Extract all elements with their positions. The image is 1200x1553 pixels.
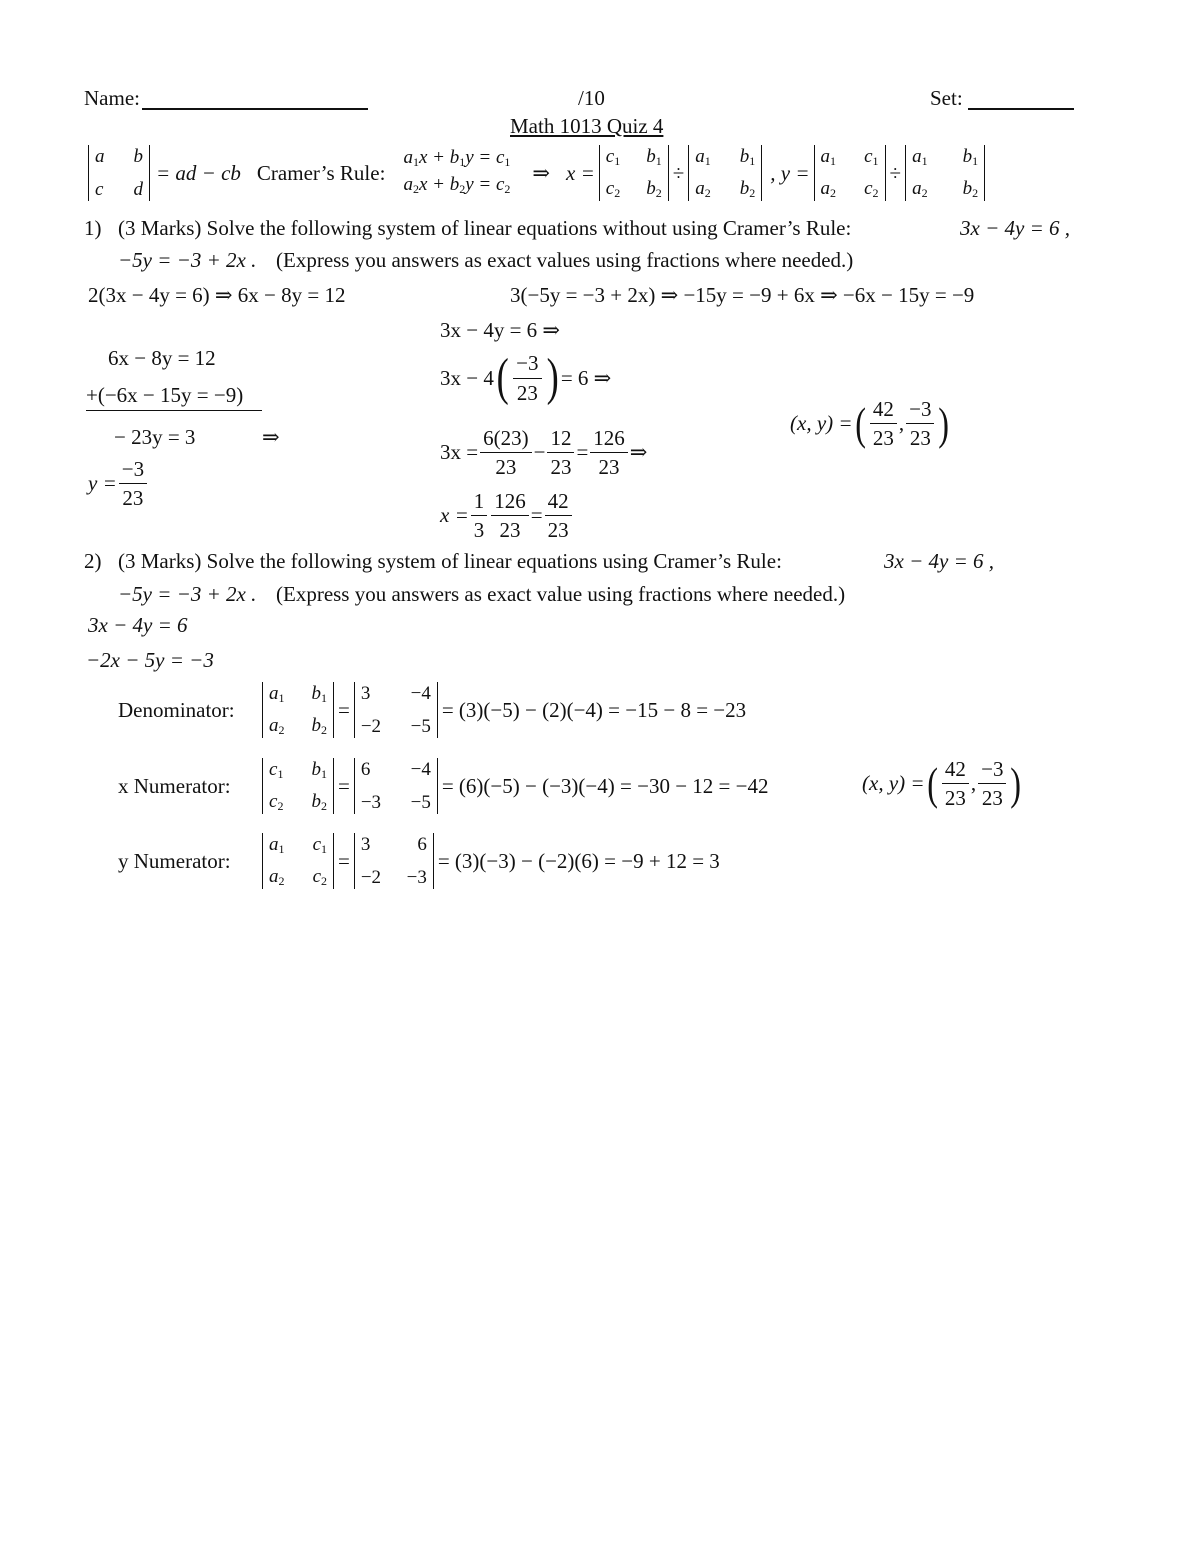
q1-sub-line4-f3-den: 23 bbox=[547, 518, 569, 543]
q2-sys2: −2x − 5y = −3 bbox=[86, 648, 214, 672]
quiz-title: Math 1013 Quiz 4 bbox=[510, 114, 664, 138]
q2-answer-x-den: 23 bbox=[944, 786, 966, 811]
q2-xnum-m12: −4 bbox=[410, 759, 431, 780]
x-equals: x = bbox=[566, 160, 595, 185]
q2-denominator-label: Denominator: bbox=[118, 697, 235, 722]
q1-add-line2: +(−6x − 15y = −9) bbox=[86, 383, 244, 407]
q1-sub-line2-num: −3 bbox=[513, 352, 541, 378]
q2-answer-y-num: −3 bbox=[978, 758, 1006, 784]
cramer-system: $a_1x + b_1y = c_1$ $a_2x + b_2y = c_2$ bbox=[403, 147, 511, 197]
q2-denominator-calc: = (3)(−5) − (2)(−4) = −15 − 8 = −23 bbox=[441, 697, 747, 722]
q1-y-result bbox=[88, 458, 149, 509]
q2-xnum-row: x Numerator: c1 b1 c2 b2 = 6 −4 −3 −5 = (6)(−5) − (−3)(−4) = −30 − 12 = −42 bbox=[118, 759, 769, 813]
q2-den-m22: −5 bbox=[410, 716, 431, 737]
q1-answer-x-den: 23 bbox=[872, 426, 894, 451]
q2-prompt: (3 Marks) Solve the following system of linear equations using Cramer’s Rule: bbox=[118, 549, 782, 573]
q1-sum-rule bbox=[86, 410, 262, 411]
q1-note: (Express you answers as exact values using fractions where needed.) bbox=[276, 248, 854, 272]
q1-y-num: −3 bbox=[119, 458, 147, 484]
q2-answer-y-den: 23 bbox=[981, 786, 1003, 811]
q1-sub-line3: 3x = $\frac{6(23)}{23}$ − $\frac{12}{23}$ = $\frac{126}{23}$ ⇒ bbox=[440, 426, 648, 480]
q2-answer: (x, y) = ( $\frac{42}{23}$ , $\frac{-3}{23}$ ) bbox=[862, 757, 1022, 811]
q2-ynum-m21: −2 bbox=[360, 867, 382, 888]
q2-eq1: 3x − 4y = 6 , bbox=[884, 549, 994, 573]
q2-den-m21: −2 bbox=[360, 716, 382, 737]
q1-prompt: (3 Marks) Solve the following system of linear equations without using Cramer’s Rule: bbox=[118, 216, 852, 240]
q1-sub-line3-pre: 3x = bbox=[440, 440, 479, 465]
cramer-label: Cramer’s Rule: bbox=[256, 160, 386, 185]
q2-ynum-calc: = (3)(−3) − (−2)(6) = −9 + 12 = 3 bbox=[437, 848, 720, 873]
set-blank[interactable] bbox=[968, 108, 1074, 110]
q1-step-a: 2(3x − 4y = 6) ⇒ 6x − 8y = 12 bbox=[88, 283, 346, 307]
q1-sub-line4-f1-den: 3 bbox=[473, 518, 485, 543]
q2-note: (Express you answers as exact value using fractions where needed.) bbox=[276, 582, 846, 606]
q2-xnum-m21: −3 bbox=[360, 792, 382, 813]
q1-answer-x-num: 42 bbox=[870, 398, 897, 424]
q1-answer-y-den: 23 bbox=[909, 426, 931, 451]
q1-add-line1: 6x − 8y = 12 bbox=[108, 346, 216, 370]
q2-sys1: 3x − 4y = 6 bbox=[88, 613, 188, 637]
name-label: Name: bbox=[84, 86, 140, 110]
q1-sub-line2: 3x − 4 ( $\frac{-3}{23}$ ) = 6 ⇒ bbox=[440, 349, 612, 406]
q2-ynum-row: y Numerator: a1 c1 a2 c2 = 3 6 −2 −3 = (3)(−3) − (−2)(6) = −9 + 12 = 3 bbox=[118, 834, 720, 888]
name-blank[interactable] bbox=[142, 108, 368, 110]
implies-symbol: ⇒ bbox=[532, 160, 550, 185]
q1-sub-line3-f3-den: 23 bbox=[598, 455, 620, 480]
q1-sub-line4-f1-num: 1 bbox=[471, 490, 488, 516]
q2-answer-lhs: (x, y) = bbox=[862, 771, 925, 796]
q2-den-m12: −4 bbox=[410, 683, 431, 704]
q1-sub-line2-pre: 3x − 4 bbox=[440, 365, 494, 390]
q1-sub-line4-f2-den: 23 bbox=[499, 518, 521, 543]
q1-y-den: 23 bbox=[122, 486, 144, 511]
q1-sub-line4-f2-num: 126 bbox=[491, 490, 529, 516]
q2-xnum-m22: −5 bbox=[410, 792, 431, 813]
q2-answer-x-num: 42 bbox=[942, 758, 969, 784]
q1-sub-line4-pre: x = bbox=[440, 503, 469, 528]
q1-sub-line3-f2-den: 23 bbox=[550, 455, 572, 480]
q2-xnum-m11: 6 bbox=[360, 759, 371, 780]
q2-den-m11: 3 bbox=[360, 683, 371, 704]
q1-add-arrow: ⇒ bbox=[262, 425, 280, 449]
q1-sub-line3-f2-num: 12 bbox=[547, 427, 574, 453]
determinant-formula: a b c d = ad − cb Cramer’s Rule: $a_1x + b_1y = c_1$ $a_2x + b_2y = c_2$ ⇒ x = c1 b1 c2 b2 ÷ a1 b1 a2 b2 , y = a1 c1 a2 c2 ÷ a1 b1 a2 b2 bbox=[84, 145, 989, 201]
q1-answer: (x, y) = ( $\frac{42}{23}$ , $\frac{-3}{23}$ ) bbox=[790, 397, 950, 451]
q1-sub-line3-f1-num: 6(23) bbox=[480, 427, 532, 453]
q2-xnum-calc: = (6)(−5) − (−3)(−4) = −30 − 12 = −42 bbox=[441, 773, 769, 798]
q1-y-label: y = bbox=[88, 471, 117, 496]
q1-eq1: 3x − 4y = 6 , bbox=[960, 216, 1070, 240]
q1-sub-line2-den: 23 bbox=[516, 380, 538, 405]
q1-answer-y-num: −3 bbox=[906, 398, 934, 424]
q1-step-b: 3(−5y = −3 + 2x) ⇒ −15y = −9 + 6x ⇒ −6x − 15y = −9 bbox=[510, 283, 975, 307]
q1-add-result: − 23y = 3 bbox=[114, 425, 196, 449]
q1-sub-line3-f1-den: 23 bbox=[495, 455, 517, 480]
q1-sub-line4-f3-num: 42 bbox=[545, 490, 572, 516]
q2-ynum-m11: 3 bbox=[360, 834, 371, 855]
q1-sub-line2-post: = 6 ⇒ bbox=[560, 365, 612, 390]
q2-ynum-m12: 6 bbox=[417, 834, 427, 855]
q1-sub-line1: 3x − 4y = 6 ⇒ bbox=[440, 318, 561, 342]
q1-sub-line3-post: ⇒ bbox=[629, 440, 648, 465]
score-label: /10 bbox=[578, 86, 605, 110]
q2-eq2: −5y = −3 + 2x . bbox=[118, 582, 257, 606]
det-rhs: = ad − cb bbox=[156, 160, 241, 185]
q1-eq2: −5y = −3 + 2x . bbox=[118, 248, 257, 272]
q2-xnum-label: x Numerator: bbox=[118, 773, 231, 798]
q2-ynum-label: y Numerator: bbox=[118, 848, 231, 873]
q2-ynum-m22: −3 bbox=[406, 867, 427, 888]
q1-answer-lhs: (x, y) = bbox=[790, 411, 853, 436]
q2-denominator-row: Denominator: a1 b1 a2 b2 = 3 −4 −2 −5 = (3)(−5) − (2)(−4) = −15 − 8 = −23 bbox=[118, 683, 747, 737]
q1-sub-line3-f3-num: 126 bbox=[590, 427, 628, 453]
set-label: Set: bbox=[930, 86, 963, 110]
q1-sub-line4: x = $\frac{1}{3}$ $\frac{126}{23}$ = $\frac{42}{23}$ bbox=[440, 490, 574, 541]
y-equals: , y = bbox=[770, 160, 810, 185]
q1-number: 1) bbox=[84, 216, 102, 240]
q2-number: 2) bbox=[84, 549, 102, 573]
